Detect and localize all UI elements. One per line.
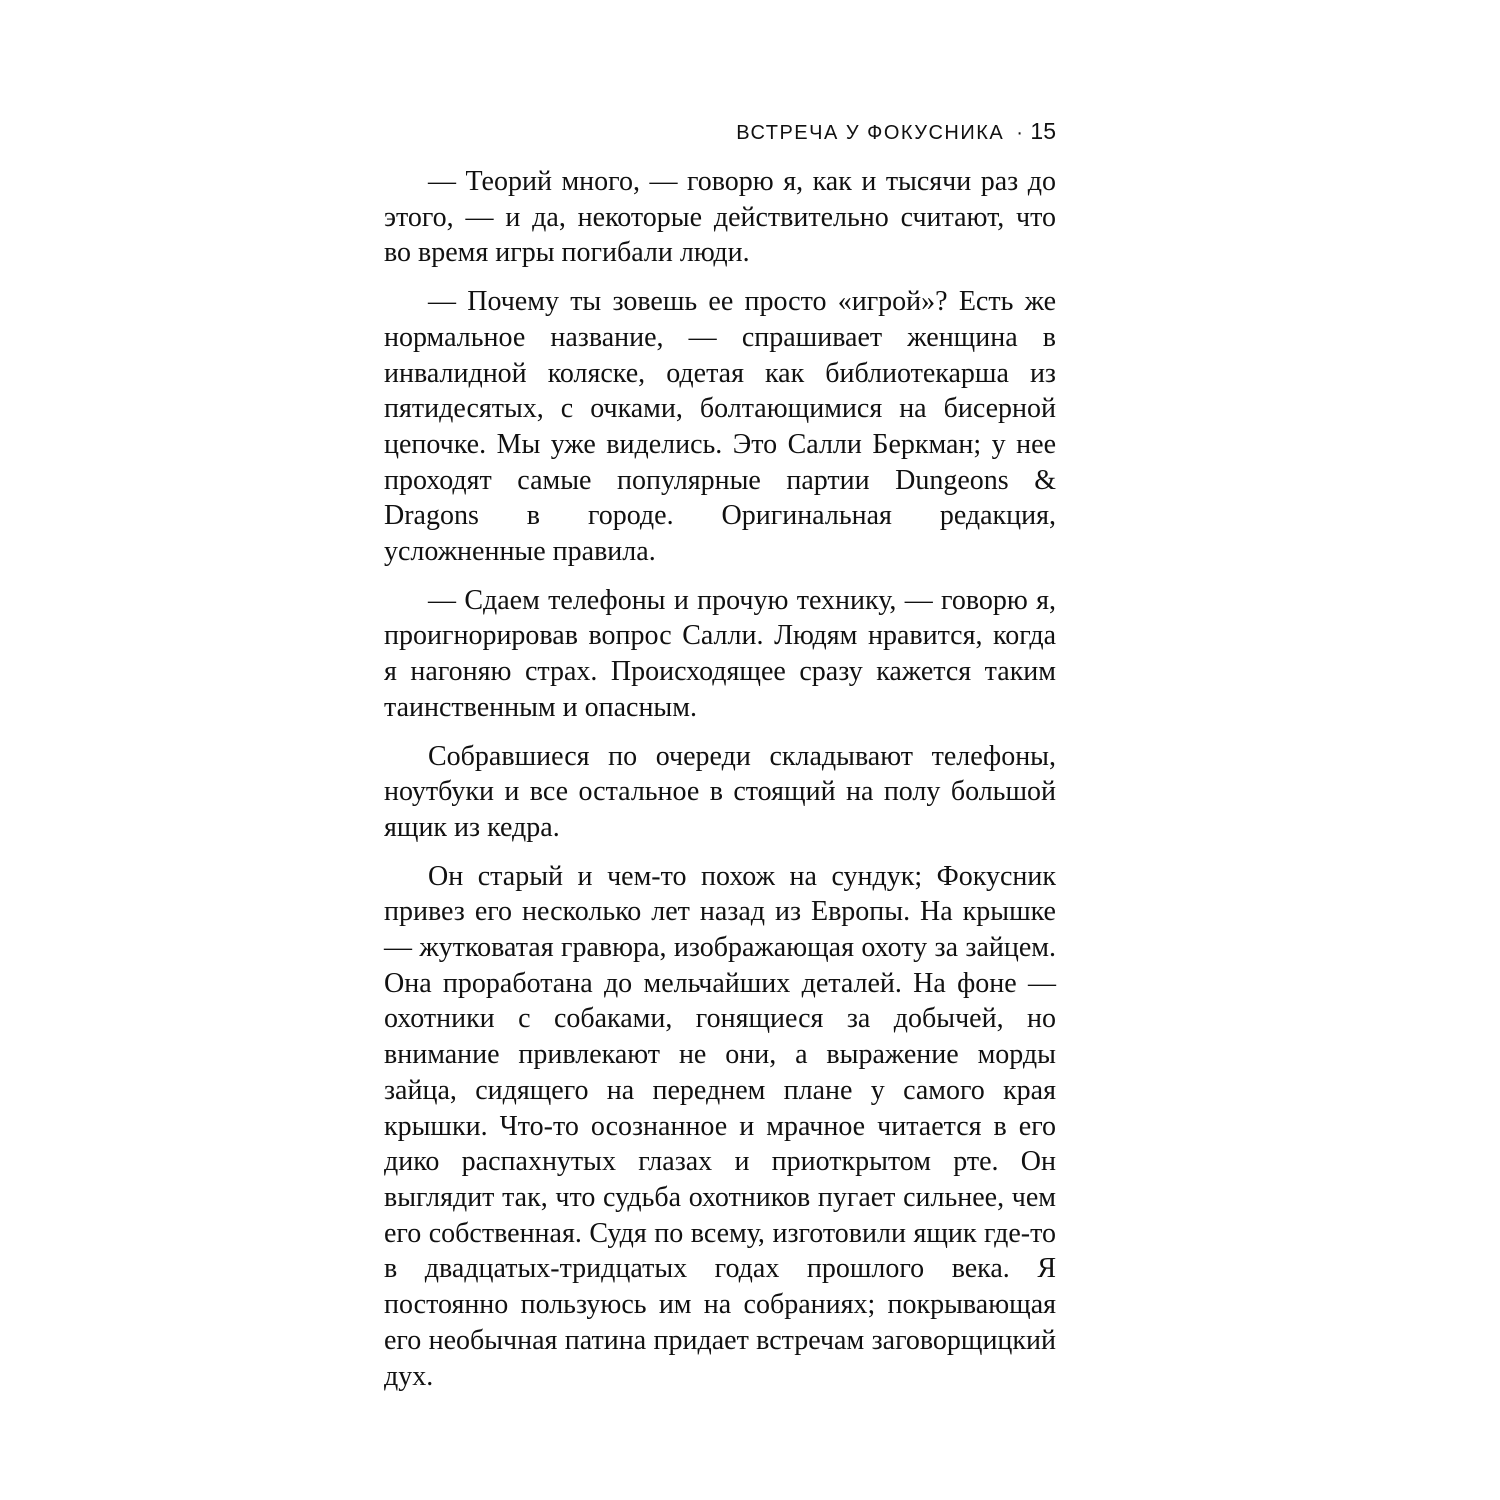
paragraph: — Сдаем телефоны и прочую технику, — говорю я, проигнорировав вопрос Салли. Людям нравится, когда я нагоняю страх. Происходящее сразу кажется таким таинственным и опасным.: [384, 584, 1056, 723]
paragraph: — Теорий много, — говорю я, как и тысячи раз до этого, — и да, некоторые действительно считают, что во время игры погибали люди.: [384, 166, 1056, 269]
paragraph: — Почему ты зовешь ее просто «игрой»? Есть же нормальное название, — спрашивает женщина в инвалидной коляске, одетая как библиотекарша из пятидесятых, с очками, болтающимися на бисерной цепочке. Мы уже виделись. Это Салли Беркман; у нее проходят самые популярные партии Dungeons & Dragons в городе. Оригинальная редакция, усложненные правила.: [384, 286, 1056, 568]
chapter-title: ВСТРЕЧА У ФОКУСНИКА: [736, 122, 1005, 144]
page-number: 15: [1030, 118, 1056, 144]
body-text: [384, 164, 1056, 1407]
paragraph: Собравшиеся по очереди складывают телефоны, ноутбуки и все остальное в стоящий на полу большой ящик из кедра.: [384, 740, 1056, 843]
running-head: [736, 118, 1056, 145]
paragraph: Он старый и чем-то похож на сундук; Фокусник привез его несколько лет назад из Европы. На крышке — жутковатая гравюра, изображающая охоту за зайцем. Она проработана до мельчайших деталей. На фоне — охотники с собаками, гонящиеся за добычей, но внимание привлекают не они, а выражение морды зайца, сидящего на переднем плане у самого края крышки. Что-то осознанное и мрачное читается в его дико распахнутых глазах и приоткрытом рте. Он выглядит так, что судьба охотников пугает сильнее, чем его собственная. Судя по всему, изготовили ящик где-то в двадцатых-тридцатых годах прошлого века. Я постоянно пользуюсь им на собраниях; покрывающая его необычная патина придает встречам заговорщицкий дух.: [384, 860, 1056, 1392]
book-page: [384, 0, 1056, 1500]
header-separator: ·: [1016, 122, 1025, 144]
